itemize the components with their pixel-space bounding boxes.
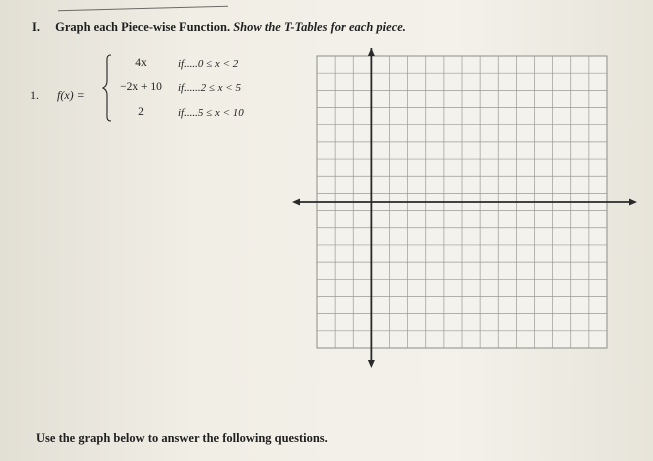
problem-number: 1. (30, 88, 39, 102)
piece-1-expression: 4x (135, 57, 147, 69)
piece-3-expression: 2 (138, 106, 144, 118)
piece-1-condition: if.....0 ≤ x < 2 (178, 58, 239, 70)
piecewise-brace (102, 54, 112, 122)
piece-2-expression: −2x + 10 (120, 81, 162, 93)
x-axis-left-arrow (292, 199, 300, 206)
y-axis-top-arrow (368, 48, 375, 56)
section-instruction: Show the T-Tables for each piece. (233, 20, 406, 34)
section-heading (32, 20, 406, 35)
section-number: I. (32, 20, 40, 34)
section-title: Graph each Piece-wise Function. (55, 20, 231, 34)
footer-instruction: Use the graph below to answer the following questions. (36, 431, 328, 445)
function-lhs: f(x) = (57, 88, 85, 102)
y-axis-bottom-arrow (368, 360, 375, 368)
top-rule (58, 6, 228, 11)
x-axis-right-arrow (629, 199, 637, 206)
piece-3-condition: if.....5 ≤ x < 10 (178, 107, 244, 119)
coordinate-grid[interactable] (292, 48, 637, 368)
piece-2-condition: if......2 ≤ x < 5 (178, 82, 241, 94)
